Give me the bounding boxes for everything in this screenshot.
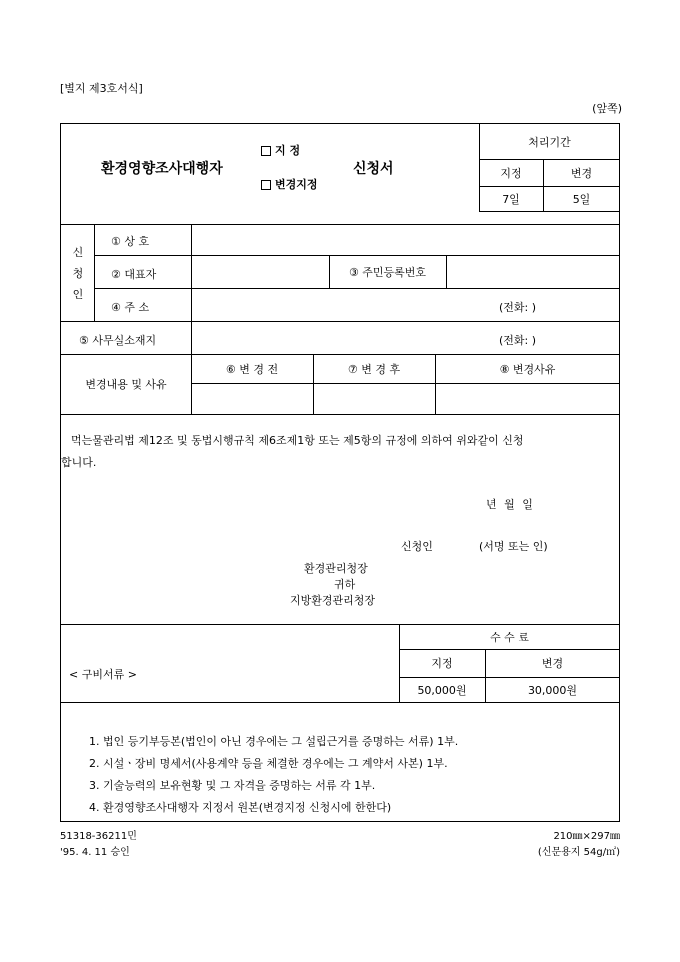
fee-designation-label: 지정 <box>431 657 453 670</box>
document-item: 4. 환경영향조사대행자 지정서 원본(변경지정 신청시에 한한다) <box>89 801 392 814</box>
statement-line-1: 먹는물관리법 제12조 및 동법시행규칙 제6조제1항 또는 제5항의 규정에 의하여 위와같이 신청 <box>71 434 524 447</box>
option-designation[interactable]: 지 정 <box>261 142 300 158</box>
applicant-phone: (전화: ) <box>499 301 537 314</box>
form-label: [별지 제3호서식] <box>60 82 143 95</box>
address-field[interactable] <box>192 289 619 320</box>
addressee-2: 지방환경관리청장 <box>290 594 376 607</box>
processing-period-header: 처리기간 <box>528 135 571 149</box>
applicant-signature-label: 신청인 <box>401 540 433 553</box>
representative-field[interactable] <box>192 256 328 287</box>
document-item: 2. 시설ㆍ장비 명세서(사용계약 등을 체결한 경우에는 그 계약서 사본) 1부. <box>89 757 448 770</box>
applicant-side-label: 신 청 인 <box>72 246 84 301</box>
addressee-honorific: 귀하 <box>334 578 356 591</box>
change-after-field[interactable] <box>314 384 434 413</box>
approval-date: '95. 4. 11 승인 <box>60 847 130 858</box>
form-title-suffix: 신청서 <box>353 161 394 177</box>
change-after-header: ⑦ 변 경 후 <box>347 362 401 376</box>
front-mark: (앞쪽) <box>592 102 622 115</box>
paper-size: 210㎜×297㎜ <box>553 831 620 842</box>
change-reason-header: ⑧ 변경사유 <box>499 362 556 376</box>
processing-designation-days: 7일 <box>502 192 520 206</box>
change-reason-field[interactable] <box>436 384 619 413</box>
office-location-field[interactable] <box>192 322 619 353</box>
fee-change-label: 변경 <box>541 657 564 670</box>
required-documents-label: < 구비서류 > <box>69 668 137 681</box>
change-before-field[interactable] <box>192 384 312 413</box>
processing-change-label: 변경 <box>570 166 593 180</box>
trade-name-field[interactable] <box>192 225 619 254</box>
address-label: ④ 주 소 <box>111 301 150 314</box>
fee-designation-amount: 50,000원 <box>417 683 467 697</box>
sign-or-seal-note: (서명 또는 인) <box>479 540 548 553</box>
representative-label: ② 대표자 <box>111 268 157 281</box>
paper-spec: (신문용지 54g/㎡) <box>537 847 620 858</box>
form-title: 환경영향조사대행자 <box>101 161 223 177</box>
document-item: 1. 법인 등기부등본(법인이 아닌 경우에는 그 설립근거를 증명하는 서류) 1부. <box>89 735 459 748</box>
option-change-designation[interactable]: 변경지정 <box>261 176 318 192</box>
checkbox-icon[interactable] <box>261 180 271 190</box>
form-code: 51318-36211민 <box>60 831 137 842</box>
processing-change-days: 5일 <box>572 192 591 206</box>
application-form <box>60 123 620 822</box>
resident-number-label: ③ 주민등록번호 <box>348 265 427 279</box>
application-date: 년 월 일 <box>486 498 533 511</box>
trade-name-label: ① 상 호 <box>111 235 150 248</box>
addressee-1: 환경관리청장 <box>304 562 368 575</box>
checkbox-icon[interactable] <box>261 146 271 156</box>
fee-change-amount: 30,000원 <box>527 683 578 697</box>
document-item: 3. 기술능력의 보유현황 및 그 자격을 증명하는 서류 각 1부. <box>89 779 376 792</box>
office-location-label: ⑤ 사무실소재지 <box>79 334 157 347</box>
change-before-header: ⑥ 변 경 전 <box>225 362 279 376</box>
change-content-label: 변경내용 및 사유 <box>85 378 167 391</box>
processing-designation-label: 지정 <box>500 166 522 180</box>
fee-header: 수 수 료 <box>490 630 529 644</box>
statement-line-2: 합니다. <box>61 456 97 469</box>
office-phone: (전화: ) <box>499 334 537 347</box>
resident-number-field[interactable] <box>447 256 619 287</box>
